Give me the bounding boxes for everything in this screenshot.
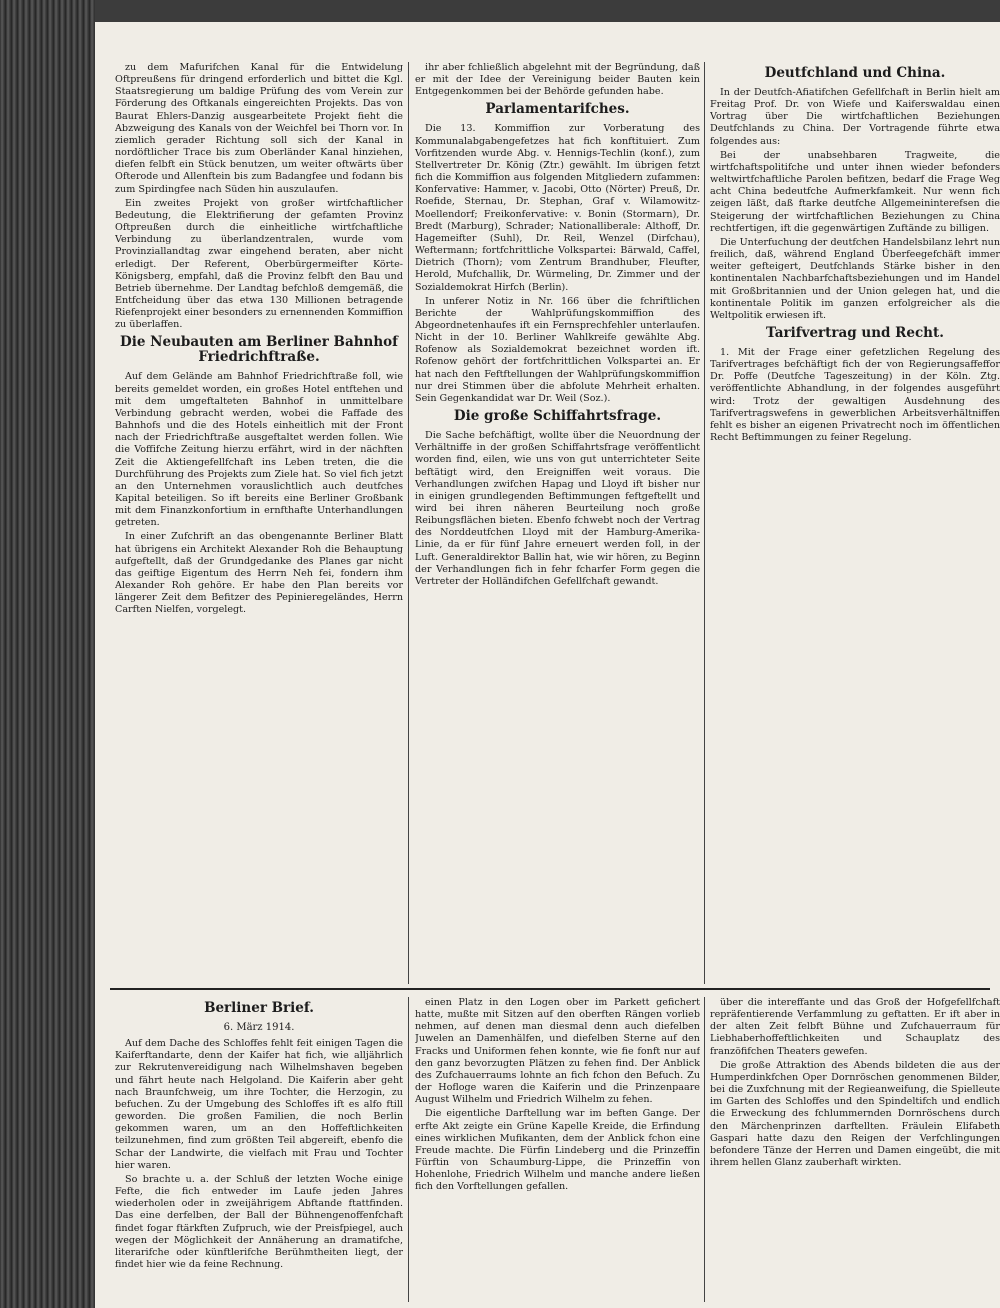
- headline-schiffahrtsfrage: Die große Schiffahrtsfrage.: [453, 408, 662, 425]
- article-text: Auf dem Dache des Schloffes fehlt feit einigen Tagen die Kaiferftandarte, denn der Kaifer hat fich, wie alljährlich zur Rekrutenvereidigung nach Wilhelmshaven begeben und fährt heute nach Helgoland. Die Kaiferin aber geht nach Braunfchweig, um ihre Tochter, die Herzogin, zu befuchen. Zu der Umgebung des Schloffes ift es alfo ftill geworden. Die großen Familien, die noch Berlin gekommen waren, um an den Hoffeftlichkeiten teilzunehmen, find zum größten Teil abgereift, ebenfo die Schar der Landwirte, die vielfach mit Frau und Tochter hier waren.: [115, 1038, 403, 1171]
- feuilleton-column-1: [115, 997, 403, 1302]
- feuilleton-column-2: [415, 997, 700, 1302]
- dateline: 6. März 1914.: [223, 1022, 295, 1033]
- article-text: 1. Mit der Frage einer gefetzlichen Regelung des Tarifvertrages befchäftigt fich der von Regierungsaffeffor Dr. Poffe (Deutfche Tageszeitung) in der Köln. Ztg. veröffentlichte Abhandlung, in der folgendes ausgeführt wird: Trotz der gewaltigen Ausdehnung des Tarifvertragswefens in gewerblichen Arbeitsverhältniffen fehlt es bisher an eigenen Privatrecht noch im öffentlichen Recht Beftimmungen zu feiner Regelung.: [710, 346, 1000, 444]
- headline-parlamentarisches: Parlamentarifches.: [485, 101, 630, 118]
- article-text: Ein zweites Projekt von großer wirtfchaftlicher Bedeutung, die Elektrifierung der gefamten Provinz Oftpreußen durch die einheitliche wirtfchaftliche Verbindung zu überlandzentralen, wurde vom Provinziallandtag zwar eingehend beraten, aber nicht erledigt. Der Referent, Oberbürgermeifter Körte-Königsberg, empfahl, daß die Provinz felbft den Bau und Betrieb übernehme. Der Landtag befchloß demgemäß, die Entfcheidung über das etwa 130 Millionen betragende Riefenprojekt einer besonders zu ernennenden Kommiffion zu überlaffen.: [115, 197, 403, 331]
- article-text: Die 13. Kommiffion zur Vorberatung des Kommunalabgabengefetzes hat fich konftituiert. Zum Vorfitzenden wurde Abg. v. Hennigs-Techlin (konf.), zum Stellvertreter Dr. König (Ztr.) gewählt. Im übrigen fetzt fich die Kommiffion aus folgenden Mitgliedern zufammen: Konfervative: Hammer, v. Jacobi, Otto (Nörter) Preuß, Dr. Roefide, Sternau, Dr. Stephan, Graf v. Wilamowitz-Moellendorf; Freikonfervative: v. Bonin (Stormarn), Dr. Bredt (Marburg), Schrader; Nationalliberale: Althoff, Dr. Hagemeifter (Suhl), Dr. Reil, Wenzel (Dirfchau), Weftermann; fortfchrittliche Volkspartei: Bärwald, Caffel, Dietrich (Thorn); vom Zentrum Brandhuber, Fleufter, Herold, Mufchallik, Dr. Würmeling, Dr. Zimmer und der Sozialdemokrat Hirfch (Berlin).: [415, 123, 700, 293]
- article-text: Bei der unabsehbaren Tragweite, die wirtfchaftspolitifche und unter ihnen wieder befonders weltwirtfchaftliche Parolen befitzen, bedarf die Frage Weg acht China bedeutfche Aufmerkfamkeit. Nur wenn fich zeigen läßt, daß ftarke deutfche Allgemeininterefsen die Steigerung der wirtfchaftlichen Beziehungen zu China rechtfertigen, ift die gegenwärtigen Zuftände zu billigen.: [710, 149, 1000, 234]
- article-text: zu dem Mafurifchen Kanal für die Entwidelung Oftpreußens für dringend erforderlich und bittet die Kgl. Staatsregierung um baldige Prüfung des vom Verein zur Förderung des Oftkanals eingereichten Projekts. Das von Baurat Ehlers-Danzig ausgearbeitete Projekt fieht die Abzweigung des Kanals von der Weichfel bei Thorn vor. In ziemlich gerader Richtung soll sich der Kanal in nordöftlicher Trace bis zum Oberländer Kanal hinziehen, diefen felbft ein Stück benutzen, um weiter oftwärts über Ofterode und Allenftein bis zum Badangfee und fodann bis zum Spirdingfee nach Süden hin auszulaufen.: [115, 62, 403, 195]
- column-1: [115, 62, 403, 984]
- article-text: Die Sache befchäftigt, wollte über die Neuordnung der Verhältniffe in der großen Schiffahrtsfrage veröffentlicht worden find, eilen, wie uns von gut unterrichteter Seite beftätigt wird, den Ereigniffen weit voraus. Die Verhandlungen zwifchen Hapag und Lloyd ift bisher nur in einigen grundlegenden Beftimmungen feftgeftellt und wird bei ihren näheren Beurteilung noch große Reibungsflächen bieten. Ebenfo fchwebt noch der Vertrag des Norddeutfchen Lloyd mit der Hamburg-Amerika-Linie, da er für fünf Jahre erneuert werden foll, in der Luft. Generaldirektor Ballin hat, wie wir hören, zu Beginn der Verhandlungen fich in fehr fcharfer Form gegen die Vertreter der Holländifchen Gefellfchaft gewandt.: [415, 430, 700, 587]
- headline-berliner-brief: Berliner Brief.: [204, 1000, 314, 1016]
- feuilleton-divider: [110, 988, 990, 990]
- column-rule: [408, 62, 409, 984]
- article-text: über die intereffante und das Groß der Hofgefellfchaft repräfentierende Verfammlung zu geftatten. Er ift aber in der alten Zeit felbft Bühne und Zufchauerraum für Liebhaberhoffeftlichkeiten und Schauplatz des franzöfifchen Theaters gewefen.: [710, 997, 1000, 1057]
- headline-tarifvertrag: Tarifvertrag und Recht.: [766, 324, 944, 341]
- column-3: [710, 62, 1000, 984]
- article-text: Die eigentliche Darftellung war im beften Gange. Der erfte Akt zeigte ein Grüne Kapelle Kreide, die Erfindung eines wirklichen Mufikanten, dem der Anblick fchon eine Freude machte. Die Fürfin Lindeberg und die Prinzeffin Fürftin von Schaumburg-Lippe, die Prinzeffin von Hohenlohe, Friedrich Wilhelm und manche andere ließen fich den Vorftellungen gefallen.: [415, 1108, 700, 1193]
- article-text: In der Deutfch-Afiatifchen Gefellfchaft in Berlin hielt am Freitag Prof. Dr. von Wiefe und Kaiferswaldau einen Vortrag über Die wirtfchaftlichen Beziehungen Deutfchlands zu China. Der Vortragende führte etwa folgendes aus:: [710, 87, 1000, 147]
- article-text: Die große Attraktion des Abends bildeten die aus der Humperdinkfchen Oper Dornröschen genommenen Bilder, bei die Zuxfchnung mit der Regieanweifung, die Spielleute im Garten des Schloffes und den Spindeltifch und endlich die Erweckung des fchlummernden Dornröschens durch den Märchenprinzen darftellten. Fräulein Elifabeth Gaspari hatte dazu den Reigen der Verfchlingungen befondere Tänze der Herren und Damen eingeübt, die mit ihrem hellen Glanz zauberhaft wirkten.: [710, 1059, 1000, 1169]
- newspaper-page: [95, 22, 1000, 1308]
- headline-neubauten: Die Neubauten am Berliner Bahnhof Friedrichftraße.: [120, 334, 398, 366]
- feuilleton-column-3: [710, 997, 1000, 1302]
- article-text: In einer Zufchrift an das obengenannte Berliner Blatt hat übrigens ein Architekt Alexander Roh die Behauptung aufgeftellt, daß der Grundgedanke des Planes gar nicht das geiftige Eigentum des Herrn Neh fei, fondern ihm Alexander Roh gehöre. Er habe den Plan bereits vor längerer Zeit dem Befitzer des Pepinieregeländes, Herrn Carften Nielfen, vorgelegt.: [115, 531, 403, 616]
- column-rule: [704, 997, 705, 1302]
- column-2: [415, 62, 700, 984]
- column-rule: [408, 997, 409, 1302]
- article-text: ihr aber fchließlich abgelehnt mit der Begründung, daß er mit der Idee der Vereinigung beider Bauten kein Entgegenkommen bei der Behörde gefunden habe.: [415, 62, 700, 98]
- article-text: Auf dem Gelände am Bahnhof Friedrichftraße foll, wie bereits gemeldet worden, ein großes Hotel entftehen und mit dem umgeftalteten Bahnhof in unmittelbare Verbindung gebracht werden, wobei die Faffade des Bahnhofs und die des Hotels einheitlich mit der Front nach der Friedrichftraße ausgeftaltet werden follen. Wie die Voffifche Zeitung hierzu erfährt, wird in der nächften Zeit die Aktiengefellfchaft ins Leben treten, die die Durchführung des Projekts zum Ziele hat. So viel fich jetzt an den Unternehmen vorauslichtlich auch deutfches Kapital beteiligen. So ift bereits eine Berliner Großbank mit dem Finanzkonfortium in ernfthafte Unterhandlungen getreten.: [115, 371, 403, 529]
- headline-deutschland-china: Deutfchland und China.: [764, 65, 946, 81]
- article-text: In unferer Notiz in Nr. 166 über die fchriftlichen Berichte der Wahlprüfungskommiffion des Abgeordnetenhaufes ift ein Fernsprechfehler unterlaufen. Nicht in der 10. Berliner Wahlkreife gewählte Abg. Rofenow als Sozialdemokrat bezeichnet worden ift. Rofenow gehört der fortfchrittlichen Volkspartei an. Er hat nach den Feftftellungen der Wahlprüfungskommiffion nur drei Stimmen über die abfolute Mehrheit erhalten. Sein Gegenkandidat war Dr. Weil (Soz.).: [415, 295, 700, 404]
- column-rule: [704, 62, 705, 984]
- article-text: Die Unterfuchung der deutfchen Handelsbilanz lehrt nun freilich, daß, während England Überfeegefchäft immer weiter gefteigert, Deutfchlands Stärke bisher in den kontinentalen Nachbarfchaftsbeziehungen und im Handel mit Großbritannien und der Union gelegen hat, und die kontinentale Politik im ganzen erfolgreicher als die Weltpolitik erwiesen ift.: [710, 236, 1000, 321]
- article-text: So brachte u. a. der Schluß der letzten Woche einige Fefte, die fich entweder im Laufe jeden Jahres wiederholen oder in zweijährigem Abftande ftattfinden. Das eine derfelben, der Ball der Bühnengenoffenfchaft findet fogar ftärkften Zufpruch, wie der Preisfpiegel, auch wegen der Möglichkeit der Annäherung an dramatifche, literarifche oder künftlerifche Berühmtheiten liegt, der findet hier wie da feine Rechnung.: [115, 1173, 403, 1270]
- article-text: einen Platz in den Logen ober im Parkett gefichert hatte, mußte mit Sitzen auf den oberften Rängen vorlieb nehmen, auf denen man diesmal denn auch diefelben Juwelen an Damenhälfen, und diefelben Sterne auf den Fracks und Uniformen fehen konnte, wie fie fonft nur auf den ganz bevorzugten Plätzen zu fehen find. Der Anblick des Zufchauerraums lohnte an fich fchon den Befuch. Zu der Hofloge waren die Kaiferin und die Prinzenpaare August Wilhelm und Friedrich Wilhelm zu fehen.: [415, 997, 700, 1106]
- book-binding-edge: [0, 0, 95, 1308]
